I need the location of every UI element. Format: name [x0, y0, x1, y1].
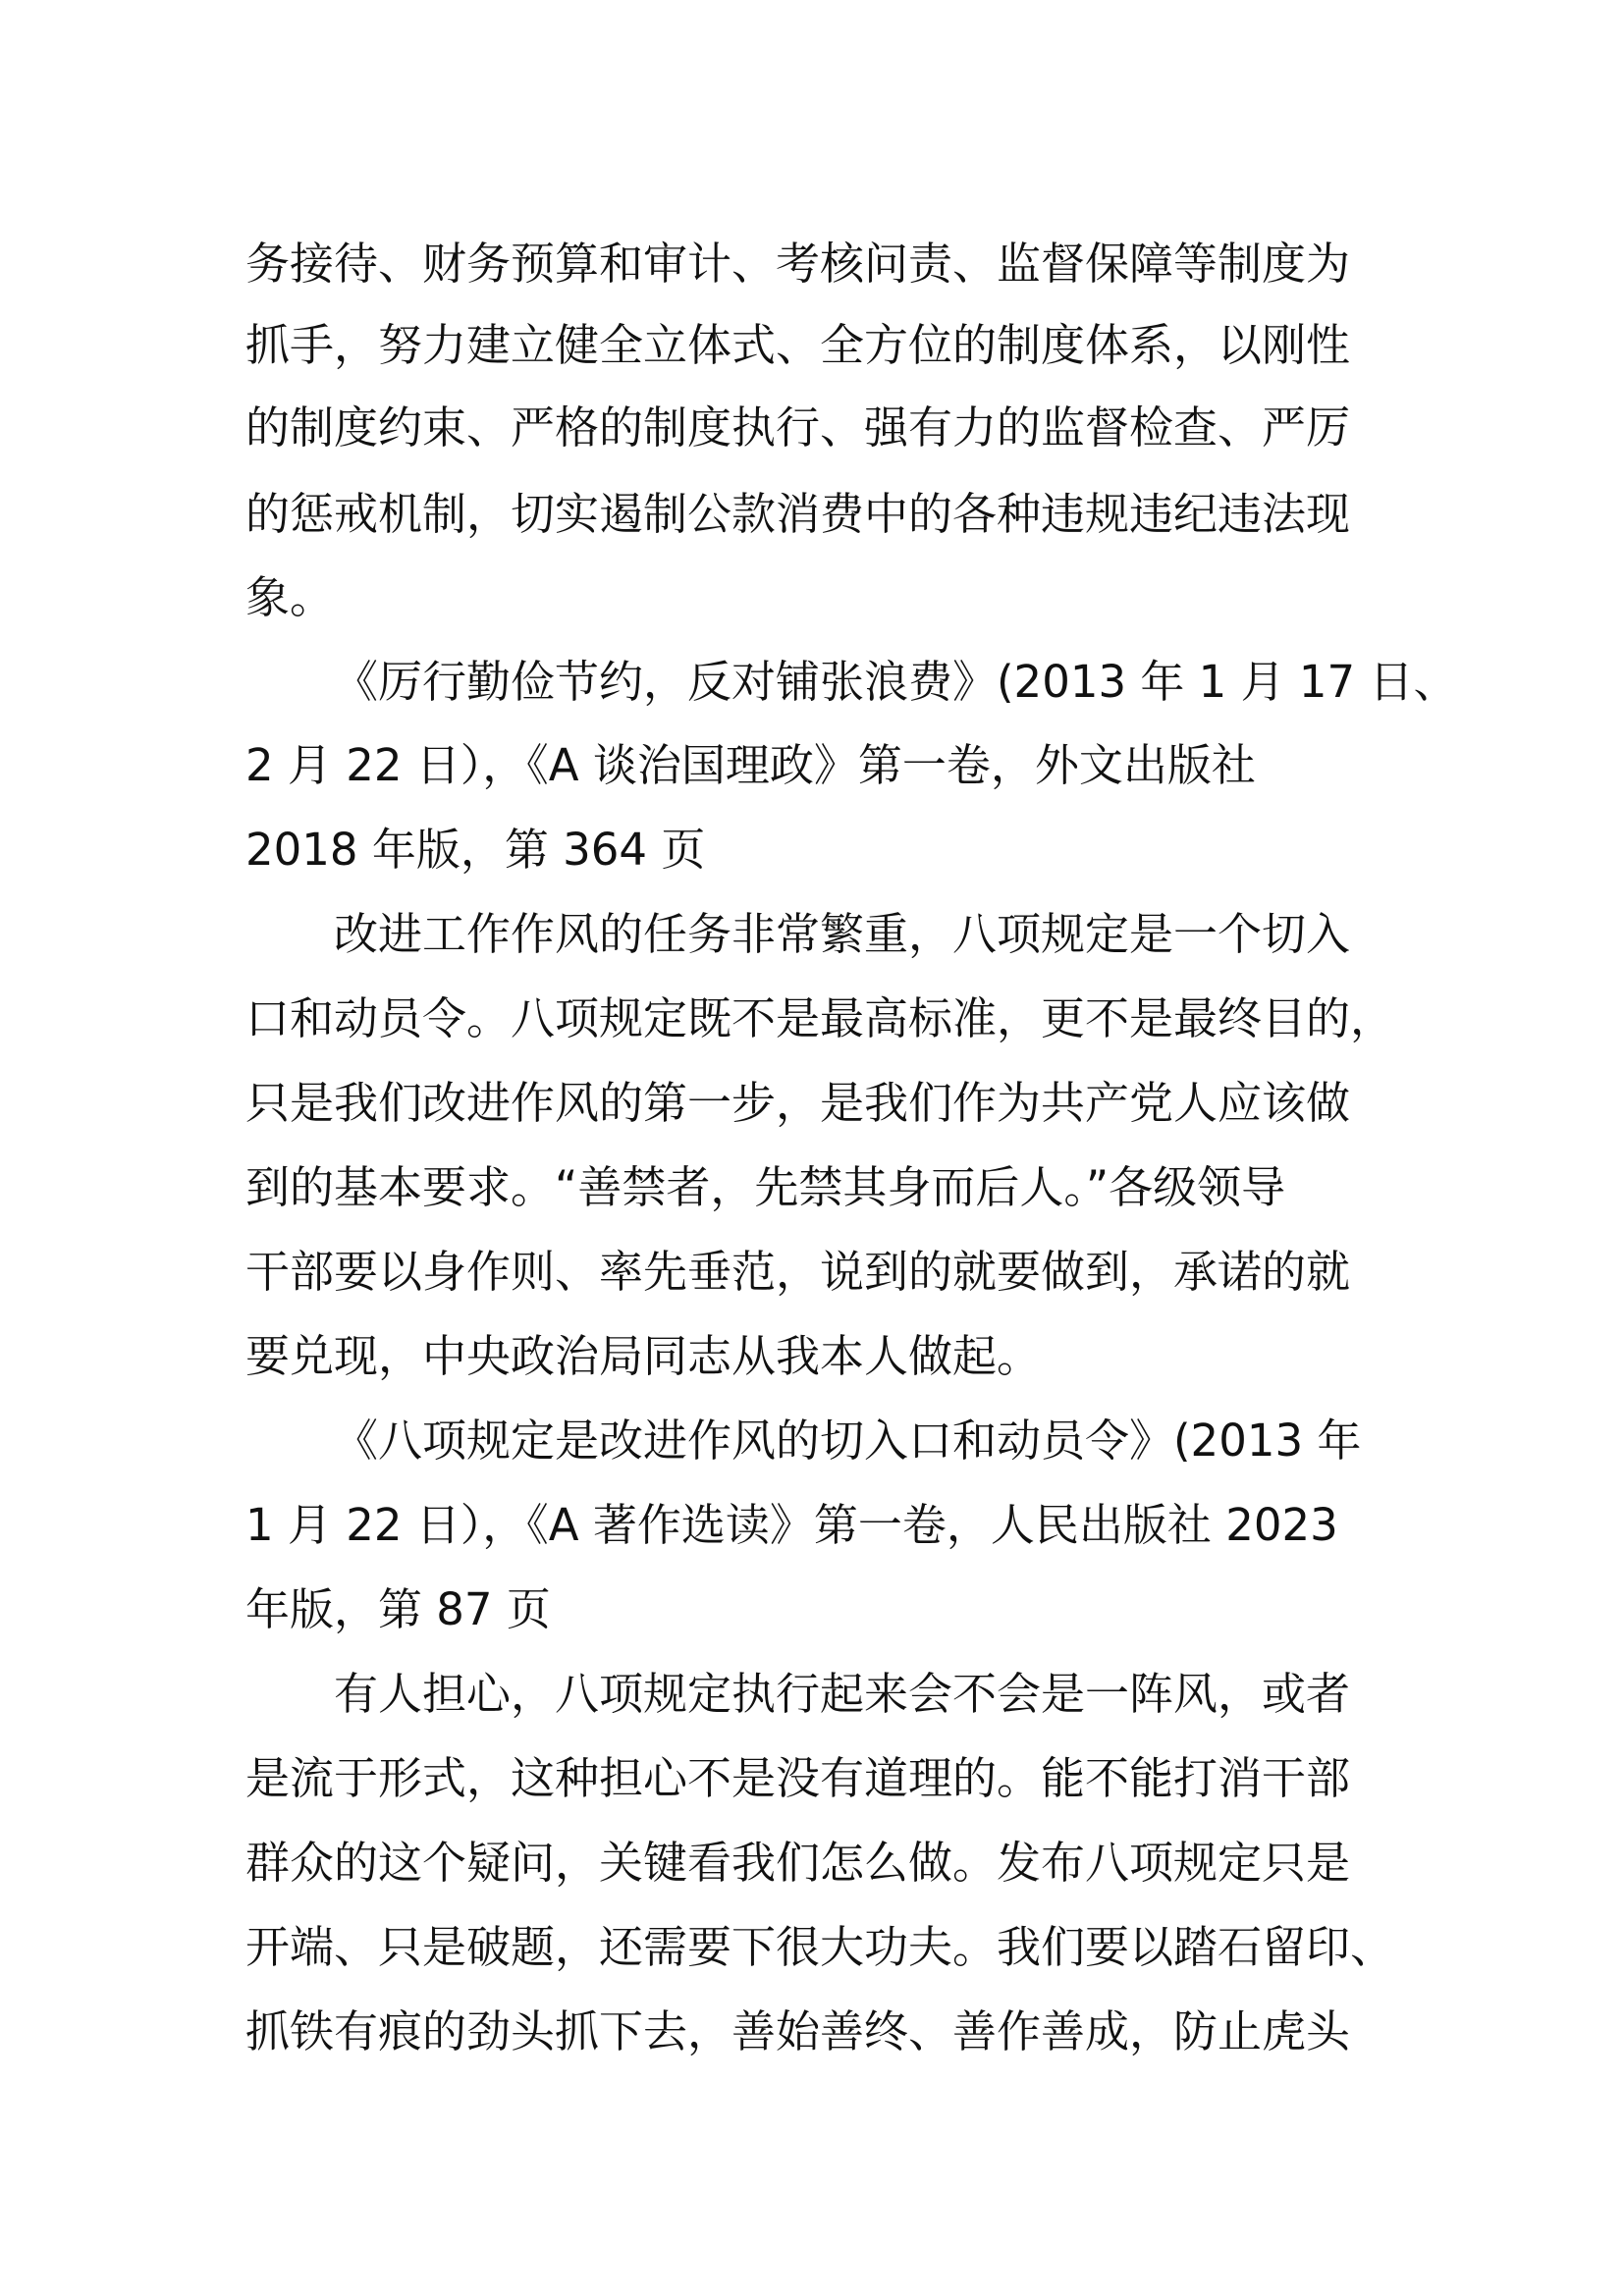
- text-line: 改进工作作风的任务非常繁重，八项规定是一个切入: [334, 908, 1351, 960]
- text-line: 开端、只是破题，还需要下很大功夫。我们要以踏石留印、: [245, 1921, 1395, 1973]
- text-line: 抓手，努力建立健全立体式、全方位的制度体系，以刚性: [245, 319, 1351, 371]
- text-line: 的惩戒机制，切实遏制公款消费中的各种违规违纪违法现: [245, 488, 1351, 540]
- text-line: 务接待、财务预算和审计、考核问责、监督保障等制度为: [245, 238, 1351, 290]
- text-line: 抓铁有痕的劲头抓下去，善始善终、善作善成，防止虎头: [245, 2005, 1351, 2057]
- text-line: 只是我们改进作风的第一步，是我们作为共产党人应该做: [245, 1077, 1351, 1129]
- citation-line: 2018 年版，第 364 页: [245, 824, 706, 876]
- text-line: 干部要以身作则、率先垂范，说到的就要做到，承诺的就: [245, 1246, 1351, 1298]
- citation-line: 《厉行勤俭节约，反对铺张浪费》(2013 年 1 月 17 日、: [334, 656, 1458, 708]
- text-line: 要兑现，中央政治局同志从我本人做起。: [245, 1330, 1042, 1382]
- text-line: 象。: [245, 571, 335, 623]
- text-line: 群众的这个疑问，关键看我们怎么做。发布八项规定只是: [245, 1837, 1351, 1889]
- text-line: 有人担心，八项规定执行起来会不会是一阵风，或者: [334, 1668, 1351, 1720]
- text-line: 的制度约束、严格的制度执行、强有力的监督检查、严厉: [245, 401, 1351, 454]
- text-line: 口和动员令。八项规定既不是最高标准，更不是最终目的，: [245, 992, 1395, 1044]
- citation-line: 《八项规定是改进作风的切入口和动员令》(2013 年: [334, 1415, 1362, 1467]
- citation-line: 年版，第 87 页: [245, 1583, 551, 1635]
- citation-line: 1 月 22 日），《A 著作选读》第一卷，人民出版社 2023: [245, 1499, 1338, 1551]
- text-line: 到的基本要求。“善禁者，先禁其身而后人。”各级领导: [245, 1161, 1286, 1213]
- text-line: 是流于形式，这种担心不是没有道理的。能不能打消干部: [245, 1752, 1351, 1804]
- citation-line: 2 月 22 日），《A 谈治国理政》第一卷，外文出版社: [245, 739, 1256, 791]
